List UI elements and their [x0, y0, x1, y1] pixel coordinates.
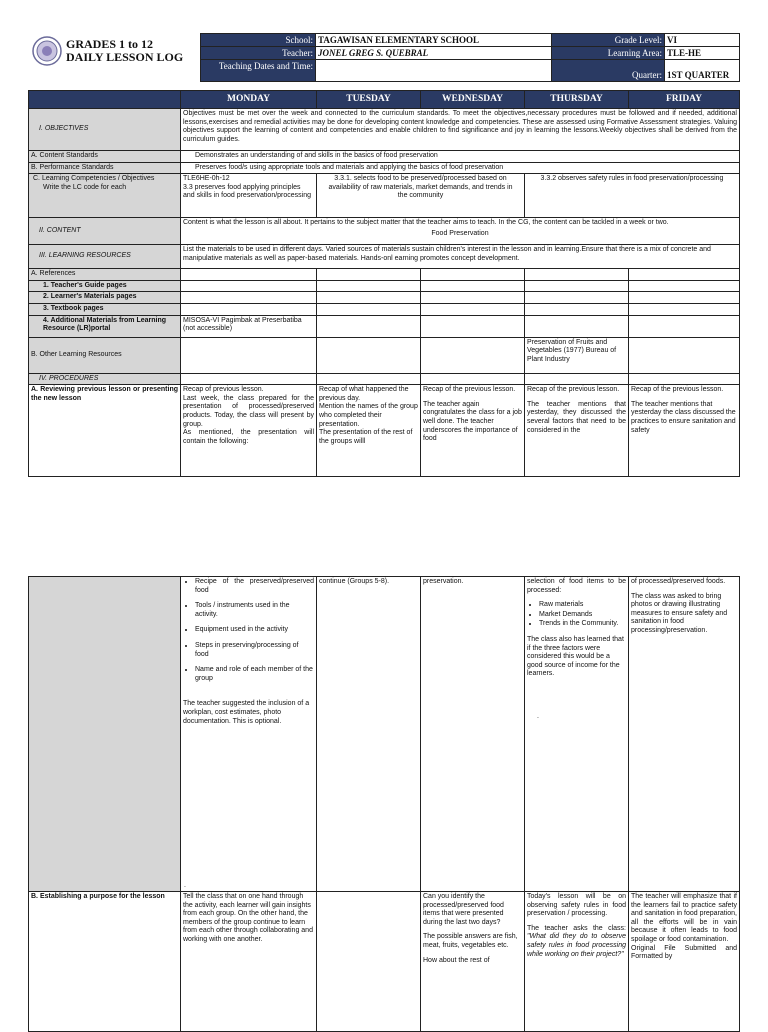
presentation-contents-list — [183, 578, 314, 683]
tg-cell — [181, 280, 317, 292]
review-wed-1: Recap of the previous lesson. — [423, 386, 516, 394]
purpose-fri-text: The teacher will emphasize that if the learners fail to practice safety and sanitation in food preparation, all the efforts will be in vain because it often leads to food spoilage or food contamination. — [631, 893, 737, 943]
purpose-wednesday — [421, 892, 525, 1032]
competencies-label — [29, 174, 181, 218]
proc-cell — [317, 373, 421, 385]
purpose-fri-footer: Original File Submitted and Formatted by — [631, 944, 737, 961]
review-tuesday — [317, 385, 421, 477]
review-wed-2: The teacher again congratulates the class for a job well done. The teacher underscores the importance of food — [423, 400, 522, 443]
content-standards-label: A. Content Standards — [29, 151, 181, 163]
review-mon-dot: . — [184, 882, 186, 890]
purpose-wed-2: The possible answers are fish, meat, fruits, vegetables etc. — [423, 933, 518, 949]
review-thursday — [525, 385, 629, 477]
list-item: • Recipe of the preserved/preserved food — [195, 578, 314, 595]
school-label: School: — [201, 34, 316, 47]
review-thu-p2-2: The class also has learned that if the three factors were considered this would be a good source of income for the learners. — [527, 635, 624, 678]
list-item: • Steps in preserving/processing of food — [195, 642, 314, 659]
content-standards-text: Demonstrates an understanding of and skills in the basics of food preservation — [181, 151, 740, 163]
content-description: Content is what the lesson is all about. It pertains to the subject matter that the teacher aims to teach. In the CG, the content can be tackled in a week or two. — [183, 219, 669, 227]
content-heading: II. CONTENT — [29, 218, 181, 245]
school-value: TAGAWISAN ELEMENTARY SCHOOL — [316, 34, 552, 47]
review-label: A. Reviewing previous lesson or presenting the new lesson — [29, 385, 181, 477]
ref-cell — [317, 269, 421, 281]
other-resources-thursday: Preservation of Fruits and Vegetables (1977) Bureau of Plant Industry — [525, 337, 629, 373]
lm-cell — [421, 292, 525, 304]
review-monday — [181, 385, 317, 477]
grade-value: VI — [665, 34, 740, 47]
tg-cell — [525, 280, 629, 292]
competencies-sub: Write the LC code for each — [43, 183, 127, 191]
add-cell — [317, 315, 421, 337]
list-item: • Tools / instruments used in the activity. — [195, 602, 314, 619]
review-fri-2: The teacher mentions that yesterday the class discussed the practices to ensure sanitation and safety — [631, 400, 736, 434]
days-corner — [29, 91, 181, 109]
other-cell — [317, 337, 421, 373]
tb-cell — [525, 303, 629, 315]
competency-tuesday: 3.3.1. selects food to be preserved/processed based on availability of raw materials, market demands, and trends in the community — [317, 174, 525, 218]
lesson-log-table — [28, 90, 740, 477]
tb-cell — [181, 303, 317, 315]
purpose-tuesday — [317, 892, 421, 1032]
purpose-thursday — [525, 892, 629, 1032]
review-wednesday-continued: preservation. — [421, 577, 525, 892]
teacher-value: JONEL GREG S. QUEBRAL — [316, 47, 552, 60]
review-fri-p2-1: of processed/preserved foods. — [631, 578, 726, 585]
review-mon-3: As mentioned, the presentation will contain the following: — [183, 429, 314, 445]
ref-cell — [181, 269, 317, 281]
content-topic: Food Preservation — [431, 229, 489, 237]
header-info-table — [200, 33, 740, 82]
purpose-thu-question: "What did they do to observe safety rules in food processing while working on their project?" — [527, 933, 626, 958]
other-resources-label: B. Other Learning Resources — [29, 337, 181, 373]
purpose-thu-1: Today's lesson will be on observing safety rules in food preservation / processing. — [527, 893, 626, 918]
review-fri-1: Recap of the previous lesson. — [631, 386, 724, 394]
procedures-heading: IV. PROCEDURES — [29, 373, 181, 385]
tb-cell — [421, 303, 525, 315]
lm-cell — [317, 292, 421, 304]
learners-materials-label: 2. Learner's Materials pages — [29, 292, 181, 304]
day-thursday: THURSDAY — [525, 91, 629, 109]
add-cell — [629, 315, 740, 337]
references-label: A. References — [29, 269, 181, 281]
area-value: TLE-HE — [665, 47, 740, 60]
review-friday — [629, 385, 740, 477]
purpose-thu-2 — [527, 925, 626, 959]
review-friday-continued — [629, 577, 740, 892]
purpose-friday — [629, 892, 740, 1032]
deped-seal — [32, 36, 62, 66]
area-label: Learning Area: — [552, 47, 665, 60]
selection-factors-list — [527, 601, 626, 629]
review-thursday-continued — [525, 577, 629, 892]
tg-cell — [317, 280, 421, 292]
review-tue-2: Mention the names of the group who completed their presentation. — [319, 403, 418, 428]
review-fri-p2-2: The class was asked to bring photos or drawing illustrating measures to ensure safety and sanitation in food processing/preservation. — [631, 592, 728, 634]
proc-cell — [181, 373, 317, 385]
purpose-wed-3: How about the rest of — [423, 956, 490, 964]
additional-monday: MISOSA-VI Pagimbak at Preserbatiba (not accessible) — [181, 315, 317, 337]
review-tue-3: The presentation of the rest of the groups willl — [319, 429, 413, 445]
teachers-guide-label: 1. Teacher's Guide pages — [29, 280, 181, 292]
performance-standards-label: B. Performance Standards — [29, 162, 181, 174]
list-item: • Name and role of each member of the group — [195, 666, 314, 683]
quarter-label: Quarter: — [552, 60, 665, 82]
day-friday: FRIDAY — [629, 91, 740, 109]
resources-text: List the materials to be used in different days. Varied sources of materials sustain children's interest in the lesson and in learning.Ensure that there is a mix of concrete and manipulative materials as well as paper-based materials. Hands-onl earning promotes concept development. — [181, 245, 740, 269]
other-cell — [181, 337, 317, 373]
log-title-line1: GRADES 1 to 12 — [66, 37, 154, 51]
tb-cell — [317, 303, 421, 315]
dates-label: Teaching Dates and Time: — [201, 60, 316, 82]
day-wednesday: WEDNESDAY — [421, 91, 525, 109]
grade-label: Grade Level: — [552, 34, 665, 47]
tg-cell — [629, 280, 740, 292]
other-cell — [629, 337, 740, 373]
add-cell — [421, 315, 525, 337]
review-thu-dot: . — [537, 712, 539, 720]
objectives-text: Objectives must be met over the week and connected to the curriculum standards. To meet the objectives,necessary procedures must be followed and if needed, additional lessons,exercises and remedial activities may be done for developing content knowledge and competencies. These are assessed using Formative Assessment strategies. Valuing objectives support the learning of content and competencies and enable children to find significance and joy in learning the lessons.Weekly objectives shall be derived from the curriculum guides. — [181, 109, 740, 151]
performance-standards-text: Preserves food/s using appropriate tools and materials and applying the basics of food preservation — [181, 162, 740, 174]
quarter-value: 1ST QUARTER — [665, 60, 740, 82]
purpose-monday: Tell the class that on one hand through the activity, each learner will gain insights from each group. On the other hand, the members of the group continue to learn from each other through collaborating and working with one another. — [181, 892, 317, 1032]
ref-cell — [421, 269, 525, 281]
list-item: • Equipment used in the activity — [195, 626, 314, 635]
dates-value — [316, 60, 552, 82]
review-wednesday — [421, 385, 525, 477]
list-item: • Market Demands — [539, 611, 626, 620]
proc-cell — [629, 373, 740, 385]
teacher-label: Teacher: — [201, 47, 316, 60]
tb-cell — [629, 303, 740, 315]
ref-cell — [525, 269, 629, 281]
review-monday-continued — [181, 577, 317, 892]
additional-materials-label: 4. Additional Materials from Learning Resource (LR)portal — [29, 315, 181, 337]
review-thu-2: The teacher mentions that yesterday, they discussed the several factors that need to be considered in the — [527, 400, 626, 434]
log-title-line2: DAILY LESSON LOG — [66, 50, 184, 64]
objectives-heading: I. OBJECTIVES — [29, 109, 181, 151]
review-mon-2: Last week, the class prepared for the presentation of processed/preserved products. Today, the class will present by group. — [183, 394, 314, 428]
review-tuesday-continued: continue (Groups 5-8). — [317, 577, 421, 892]
textbook-label: 3. Textbook pages — [29, 303, 181, 315]
other-cell — [421, 337, 525, 373]
lm-cell — [629, 292, 740, 304]
resources-heading: III. LEARNING RESOURCES — [29, 245, 181, 269]
tg-cell — [421, 280, 525, 292]
competency-thursday: 3.3.2 observes safety rules in food preservation/processing — [525, 174, 740, 218]
add-cell — [525, 315, 629, 337]
day-monday: MONDAY — [181, 91, 317, 109]
review-mon-1: Recap of previous lesson. — [183, 386, 264, 394]
competency-monday: TLE6HE-0h-12 3.3 preserves food applying principles and skills in food preservation/processing — [181, 174, 317, 218]
review-mon-tail: The teacher suggested the inclusion of a workplan, cost estimates, photo documentation. This is optional. — [183, 700, 310, 725]
proc-cell — [525, 373, 629, 385]
ref-cell — [629, 269, 740, 281]
lesson-log-table-continued — [28, 576, 740, 1032]
lm-cell — [181, 292, 317, 304]
lm-cell — [525, 292, 629, 304]
purpose-thu-2a: The teacher asks the class: — [527, 924, 626, 932]
proc-cell — [421, 373, 525, 385]
list-item: • Raw materials — [539, 601, 626, 610]
list-item: • Trends in the Community. — [539, 620, 626, 629]
day-tuesday: TUESDAY — [317, 91, 421, 109]
review-thu-p2-1: selection of food items to be processed: — [527, 578, 626, 594]
review-tue-1: Recap of what happened the previous day. — [319, 386, 409, 402]
review-label-continued — [29, 577, 181, 892]
content-text — [181, 218, 740, 245]
purpose-wed-1: Can you identify the processed/preserved food items that were presented during the last two days? — [423, 893, 504, 926]
purpose-label: B. Establishing a purpose for the lesson — [29, 892, 181, 1032]
competencies-title: C. Learning Competencies / Objectives — [33, 175, 155, 183]
review-thu-1: Recap of the previous lesson. — [527, 386, 620, 394]
